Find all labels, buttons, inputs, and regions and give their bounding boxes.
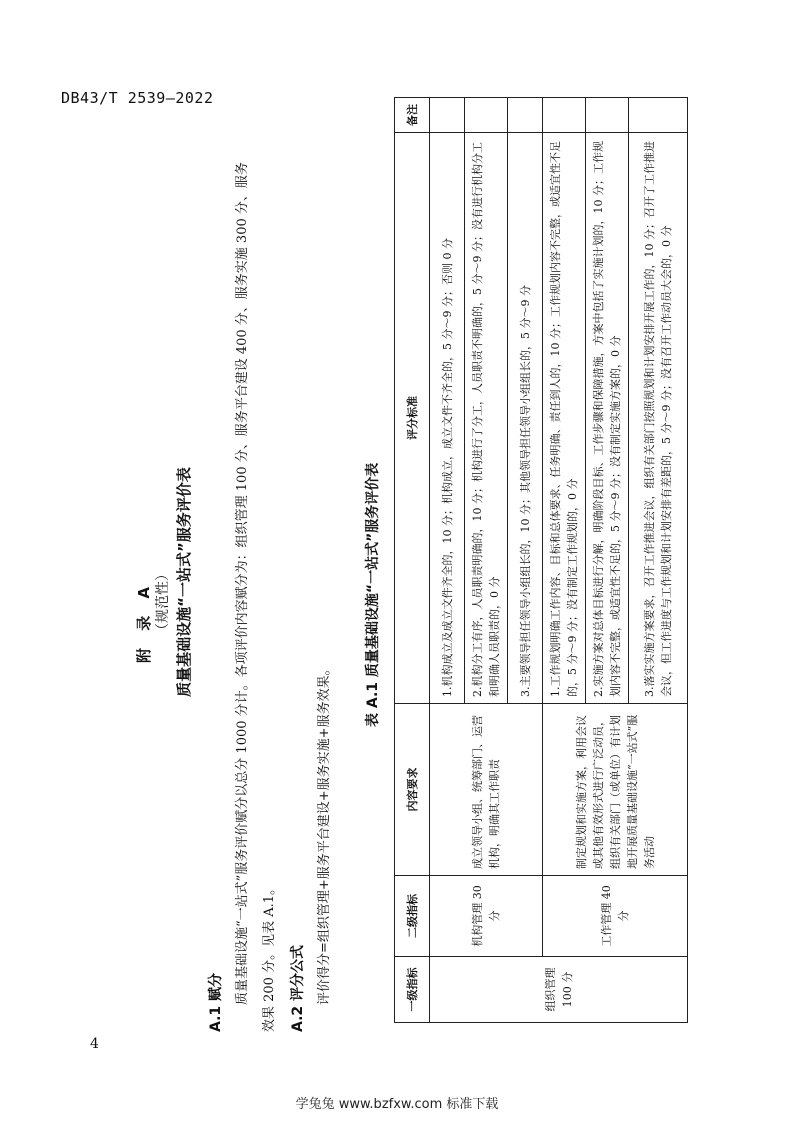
table-title: 表 A.1 质量基础设施“一站式”服务评价表 <box>365 462 381 727</box>
header-level2: 二级指标 <box>395 876 430 957</box>
page-number: 4 <box>90 1036 99 1052</box>
footer-watermark: 学兔兔 www.bzfxw.com 标准下载 <box>295 1097 499 1112</box>
level1-cell: 组织管理 100 分 <box>430 957 688 1023</box>
remarks-cell <box>586 98 629 133</box>
criteria-cell: 3.主要领导担任领导小组组长的，10 分；其他领导担任领导小组组长的，5 分～9 分 <box>508 133 543 704</box>
level2-cell: 机构管理 30 分 <box>430 876 543 957</box>
section-heading-a1: A.1 赋分 <box>208 972 224 1032</box>
header-requirement: 内容要求 <box>395 704 430 876</box>
section-a1-paragraph-line2: 效果 200 分。见表 A.1。 <box>262 881 277 1032</box>
level2-cell: 工作管理 40 分 <box>543 876 688 957</box>
remarks-cell <box>465 98 508 133</box>
criteria-cell: 3.落实实施方案要求，召开工作推进会议，组织有关部门按照规划和计划安排开展工作的，10 分；召开了工作推进会议，但工作进度与工作规划和计划安排有差距的，5 分～9 分；没有召开工作动员大会的，0 分 <box>629 133 688 704</box>
annex-title: 附 录 A <box>135 580 153 664</box>
requirement-cell: 制定规划和实施方案，利用会议或其他有效形式进行广泛动员，组织有关部门（或单位）有计划地开展质量基础设施“一站式”服务活动 <box>543 704 688 876</box>
header-criteria: 评分标准 <box>395 133 430 704</box>
table-header-row <box>395 98 430 1023</box>
annex-name: 质量基础设施“一站式”服务评价表 <box>175 467 193 697</box>
section-a2-paragraph: 评价得分=组织管理+服务平台建设+服务实施+服务效果。 <box>317 662 332 1005</box>
section-a1-paragraph-line1: 质量基础设施“一站式”服务评价赋分以总分 1000 分计。各项评价内容赋分为：组织管理 100 分、服务平台建设 400 分、服务实施 300 分、服务 <box>235 162 250 1005</box>
requirement-cell: 成立领导小组、统筹部门、运营机构，明确其工作职责 <box>430 704 543 876</box>
remarks-cell <box>508 98 543 133</box>
criteria-cell: 2.机构分工有序，人员职责明确的，10 分；机构进行了分工，人员职责不明确的，5 分～9 分；没有进行机构分工和明确人员职责的，0 分 <box>465 133 508 704</box>
section-heading-a2: A.2 评分公式 <box>290 944 306 1032</box>
remarks-cell <box>430 98 465 133</box>
annex-nature: （规范性） <box>155 567 171 637</box>
criteria-cell: 1.机构成立及成立文件齐全的，10 分；机构成立，成立文件不齐全的，5 分～9 分；否则 0 分 <box>430 133 465 704</box>
document-code: DB43/T 2539—2022 <box>61 89 214 107</box>
remarks-cell <box>543 98 586 133</box>
criteria-cell: 2.实施方案对总体目标进行分解，明确阶段目标、工作步骤和保障措施，方案中包括了实施计划的，10 分；工作规划内容不完整，或适宜性不足的，5 分～9 分；没有制定实施方案的，0 分 <box>586 133 629 704</box>
table-row <box>543 98 586 1023</box>
header-remarks: 备注 <box>395 98 430 133</box>
remarks-cell <box>629 98 688 133</box>
criteria-cell: 1.工作规划明确工作内容、目标和总体要求、任务明确、责任到人的，10 分；工作规划内容不完整，或适宜性不足的，5 分～9 分；没有制定工作规划的，0 分 <box>543 133 586 704</box>
header-level1: 一级指标 <box>395 957 430 1023</box>
table-row <box>430 98 465 1023</box>
evaluation-table <box>394 97 688 1023</box>
